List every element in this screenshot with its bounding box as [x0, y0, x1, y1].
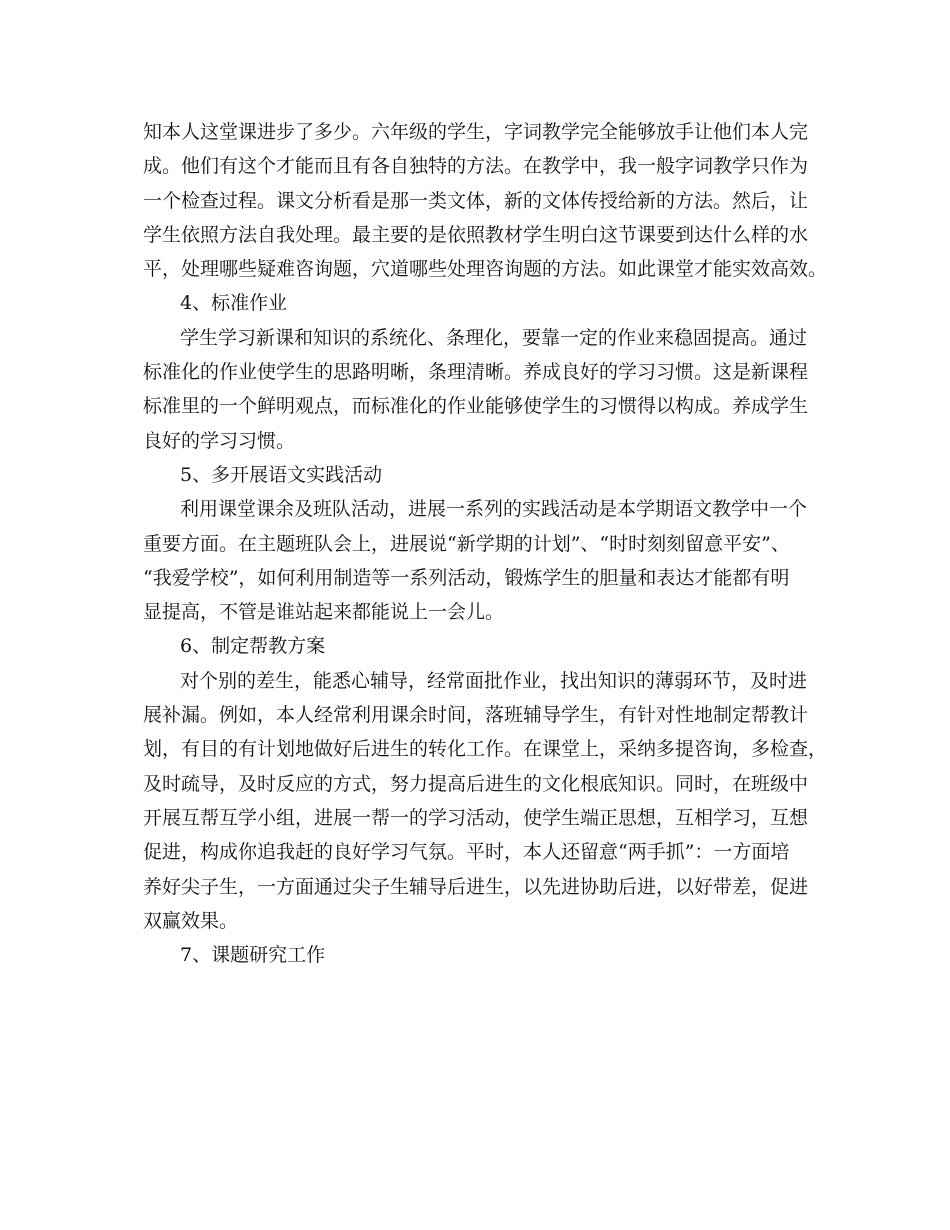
- section-heading-5: 5、多开展语文实践活动: [180, 463, 383, 486]
- paragraph-line: 养好尖子生，一方面通过尖子生辅导后进生，以先进协助后进，以好带差，促进: [143, 875, 809, 898]
- paragraph-line: 标准里的一个鲜明观点，而标准化的作业能够使学生的习惯得以构成。养成学生: [143, 395, 809, 418]
- document-body: [143, 115, 828, 972]
- paragraph-line: 良好的学习习惯。: [143, 429, 296, 452]
- paragraph-line: 一个检查过程。课文分析看是那一类文体，新的文体传授给新的方法。然后，让: [143, 189, 809, 212]
- paragraph-line: 学生学习新课和知识的系统化、条理化，要靠一定的作业来稳固提高。通过: [180, 326, 808, 349]
- paragraph-line: “我爱学校”，如何利用制造等一系列活动，锻炼学生的胆量和表达才能都有明: [143, 566, 790, 589]
- paragraph-line: 促进，构成你追我赶的良好学习气氛。平时，本人还留意“两手抓”：一方面培: [143, 841, 790, 864]
- paragraph-line: 利用课堂课余及班队活动，进展一系列的实践活动是本学期语文教学中一个: [180, 498, 808, 521]
- paragraph-line: 学生依照方法自我处理。最主要的是依照教材学生明白这节课要到达什么样的水: [143, 223, 809, 246]
- paragraph-line: 双赢效果。: [143, 909, 239, 932]
- paragraph-line: 及时疏导，及时反应的方式，努力提高后进生的文化根底知识。同时，在班级中: [143, 772, 809, 795]
- paragraph-line: 标准化的作业使学生的思路明晰，条理清晰。养成良好的学习习惯。这是新课程: [143, 361, 809, 384]
- paragraph-line: 开展互帮互学小组，进展一帮一的学习活动，使学生端正思想，互相学习，互想: [143, 806, 809, 829]
- paragraph-line: 知本人这堂课进步了多少。六年级的学生，字词教学完全能够放手让他们本人完: [143, 121, 809, 143]
- paragraph-line: 成。他们有这个才能而且有各自独特的方法。在教学中，我一般字词教学只作为: [143, 155, 809, 178]
- section-heading-7: 7、课题研究工作: [180, 944, 326, 967]
- section-heading-4: 4、标准作业: [180, 292, 288, 315]
- section-heading-6: 6、制定帮教方案: [180, 635, 326, 658]
- paragraph-line: 划，有目的有计划地做好后进生的转化工作。在课堂上，采纳多提咨询，多检查，: [143, 738, 828, 761]
- paragraph-line: 平，处理哪些疑难咨询题，穴道哪些处理咨询题的方法。如此课堂才能实效高效。: [143, 258, 828, 281]
- paragraph-line: 显提高，不管是谁站起来都能说上一会儿。: [143, 601, 505, 624]
- paragraph-line: 对个别的差生，能悉心辅导，经常面批作业，找出知识的薄弱环节，及时进: [180, 669, 808, 692]
- paragraph-line: 展补漏。例如，本人经常利用课余时间，落班辅导学生，有针对性地制定帮教计: [143, 704, 809, 727]
- paragraph-line: 重要方面。在主题班队会上，进展说“新学期的计划”、“时时刻刻留意平安”、: [143, 532, 790, 555]
